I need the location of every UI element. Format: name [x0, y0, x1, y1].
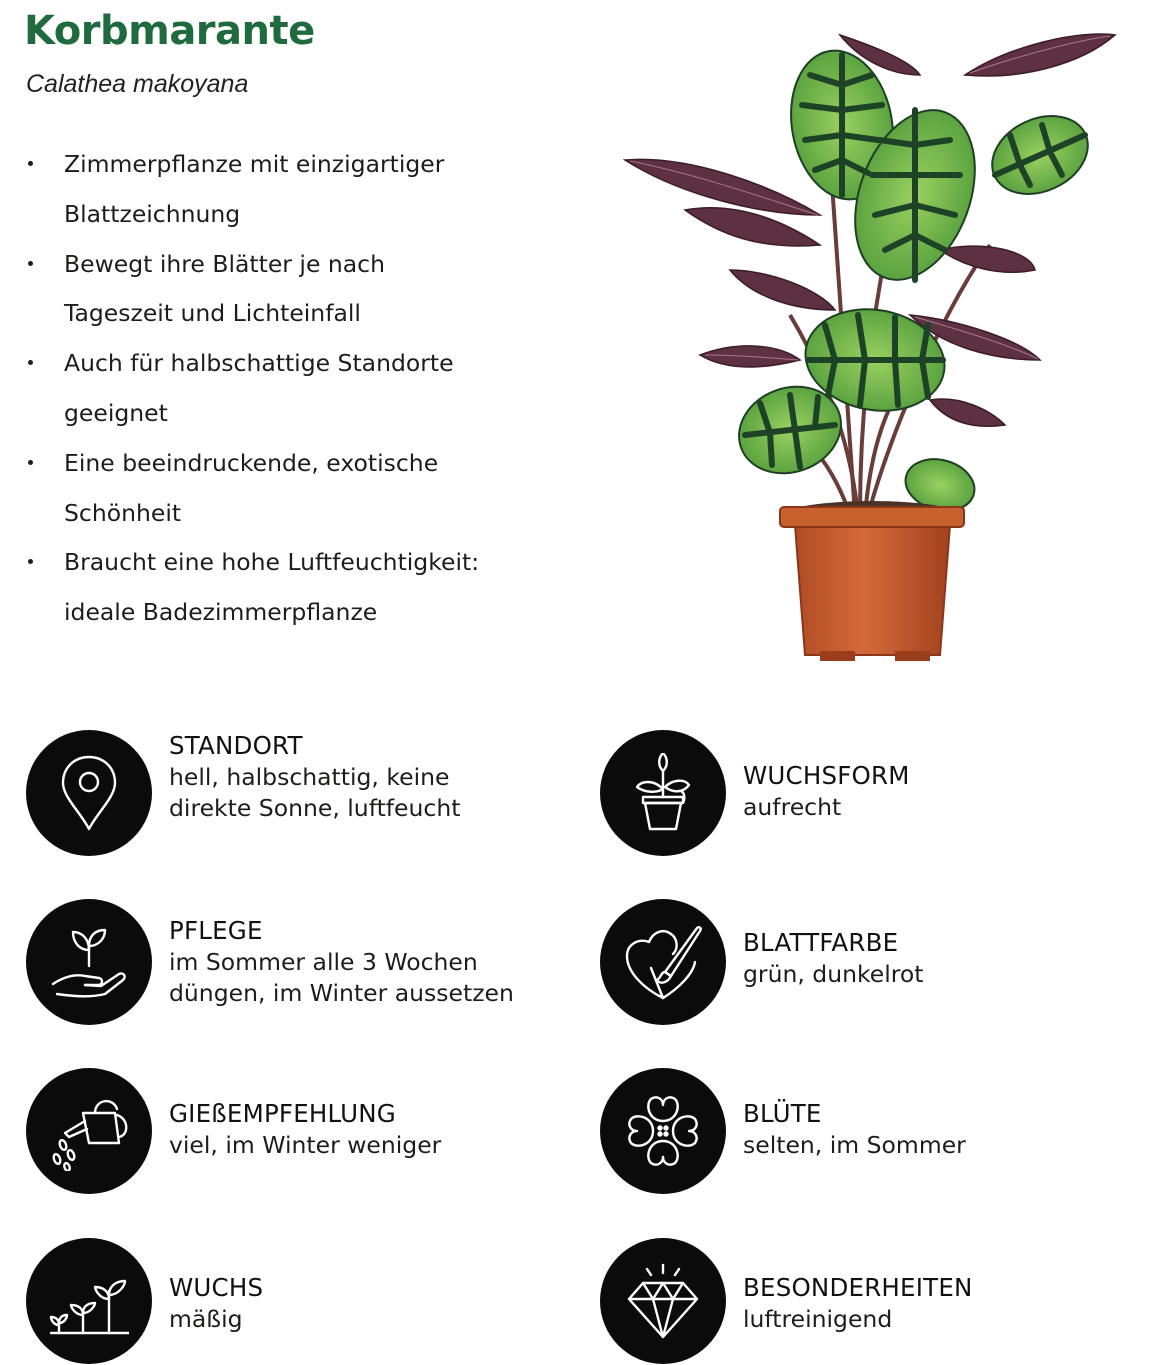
feature-value: viel, im Winter weniger	[169, 1131, 442, 1159]
feature-label: WUCHSFORM	[743, 761, 910, 790]
bullet-continuation: Tageszeit und Lichteinfall	[64, 299, 361, 328]
feature-value: im Sommer alle 3 Wochen	[169, 948, 478, 976]
bullet-item: Auch für halbschattige Standorte	[26, 339, 586, 389]
bullet-continuation: geeignet	[64, 398, 168, 427]
feature-bullet-list	[26, 140, 586, 638]
feature-value: aufrecht	[743, 793, 842, 821]
plant-image	[610, 15, 1130, 675]
feature-label: GIEßEMPFEHLUNG	[169, 1099, 396, 1128]
feature-label: PFLEGE	[169, 916, 263, 945]
bullet-item: Eine beeindruckende, exotische	[26, 439, 586, 489]
product-title: Korbmarante	[24, 8, 315, 54]
potted-plant-icon	[600, 730, 726, 856]
diamond-icon	[600, 1238, 726, 1364]
feature-value: mäßig	[169, 1305, 243, 1333]
feature-value: direkte Sonne, luftfeucht	[169, 794, 461, 822]
location-pin-icon	[26, 730, 152, 856]
bullet-continuation: Schönheit	[64, 498, 182, 527]
feature-value: hell, halbschattig, keine	[169, 763, 450, 791]
feature-label: WUCHS	[169, 1273, 264, 1302]
feature-value: grün, dunkelrot	[743, 960, 924, 988]
feature-label: BLÜTE	[743, 1099, 822, 1128]
feature-label: BLATTFARBE	[743, 928, 899, 957]
bullet-continuation: ideale Badezimmerpflanze	[64, 598, 378, 627]
bullet-item: Braucht eine hohe Luftfeuchtigkeit:	[26, 538, 586, 588]
leaf-brush-icon	[600, 899, 726, 1025]
feature-label: BESONDERHEITEN	[743, 1273, 973, 1302]
bullet-continuation: Blattzeichnung	[64, 199, 241, 228]
growing-plants-icon	[26, 1238, 152, 1364]
bullet-item: Bewegt ihre Blätter je nach	[26, 240, 586, 290]
feature-value: selten, im Sommer	[743, 1131, 966, 1159]
feature-label: STANDORT	[169, 731, 303, 760]
feature-value: luftreinigend	[743, 1305, 893, 1333]
hand-seedling-icon	[26, 899, 152, 1025]
latin-name: Calathea makoyana	[26, 70, 249, 98]
feature-value: düngen, im Winter aussetzen	[169, 979, 514, 1007]
watering-can-icon	[26, 1068, 152, 1194]
bullet-item: Zimmerpflanze mit einzigartiger	[26, 140, 586, 190]
flower-icon	[600, 1068, 726, 1194]
